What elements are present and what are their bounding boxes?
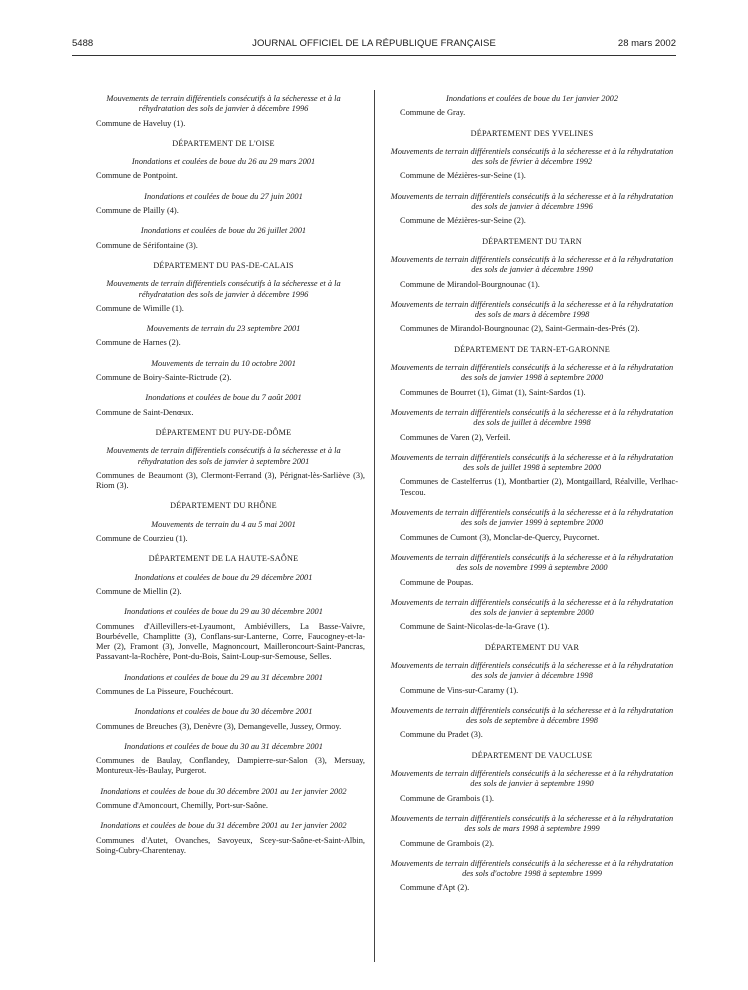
left-column (82, 94, 365, 866)
commune-list: Commune de Poupas. (400, 577, 474, 587)
event-description: Mouvements de terrain différentiels consécutifs à la sécheresse et à la réhydratation des sols de janvier à septembre 2000 (390, 597, 674, 618)
commune-list: Communes de Beaumont (3), Clermont-Ferrand (3), Pérignat-lès-Sarliève (3), Riom (3). (96, 470, 365, 491)
page-header (72, 38, 676, 54)
commune-list: Communes de Varen (2), Verfeil. (400, 432, 511, 442)
event-description: Mouvements de terrain du 23 septembre 2001 (146, 324, 301, 334)
event-description: Mouvements de terrain différentiels consécutifs à la sécheresse et à la réhydratation des sols de janvier à décembre 1996 (390, 191, 674, 212)
event-description: Mouvements de terrain différentiels consécutifs à la sécheresse et à la réhydratation des sols de janvier à décembre 1996 (106, 279, 341, 299)
event-description: Mouvements de terrain différentiels consécutifs à la sécheresse et à la réhydratation des sols de janvier à décembre 1998 (390, 660, 674, 681)
commune-list: Commune d'Apt (2). (400, 883, 470, 893)
event-description: Mouvements de terrain différentiels consécutifs à la sécheresse et à la réhydratation des sols de janvier à septembre 2001 (106, 446, 341, 466)
commune-list: Commune de Sérifontaine (3). (96, 240, 198, 250)
event-description: Mouvements de terrain du 10 octobre 2001 (151, 358, 296, 368)
event-description: Mouvements de terrain différentiels consécutifs à la sécheresse et à la réhydratation des sols de février à décembre 1992 (390, 146, 674, 167)
commune-list: Communes de Breuches (3), Denèvre (3), Demangevelle, Jussey, Ormoy. (96, 721, 342, 731)
event-description: Mouvements de terrain différentiels consécutifs à la sécheresse et à la réhydratation des sols de janvier à décembre 1990 (390, 254, 674, 275)
commune-list: Commune de Saint-Denœux. (96, 407, 194, 417)
event-description: Inondations et coulées de boue du 7 août 2001 (145, 393, 302, 403)
commune-list: Commune de Pontpoint. (96, 171, 178, 181)
event-description: Mouvements de terrain différentiels consécutifs à la sécheresse et à la réhydratation des sols de juillet à décembre 1998 (390, 407, 674, 428)
department-heading: DÉPARTEMENT DE TARN-ET-GARONNE (454, 344, 610, 354)
event-description: Mouvements de terrain différentiels consécutifs à la sécheresse et à la réhydratation des sols de juillet 1998 à septembre 2000 (390, 452, 674, 473)
right-column (386, 94, 678, 904)
commune-list: Commune de Miellin (2). (96, 586, 182, 596)
event-description: Mouvements de terrain différentiels consécutifs à la sécheresse et à la réhydratation des sols de janvier à septembre 1990 (390, 769, 674, 789)
commune-list: Commune de Plailly (4). (96, 206, 179, 216)
commune-list: Communes de Bourret (1), Gimat (1), Saint-Sardos (1). (400, 387, 586, 397)
journal-title: JOURNAL OFFICIEL DE LA RÉPUBLIQUE FRANÇAISE (252, 38, 496, 49)
department-heading: DÉPARTEMENT DU VAR (484, 642, 580, 652)
event-description: Mouvements de terrain différentiels consécutifs à la sécheresse et à la réhydratation des sols d'octobre 1998 à septembre 1999 (390, 858, 674, 879)
commune-list: Commune de Mirandol-Bourgnounac (1). (400, 279, 540, 289)
event-description: Inondations et coulées de boue du 26 juillet 2001 (140, 226, 307, 236)
event-description: Mouvements de terrain différentiels consécutifs à la sécheresse et à la réhydratation des sols de mars à décembre 1998 (390, 299, 674, 320)
commune-list: Communes d'Aillevillers-et-Lyaumont, Ambiévillers, La Basse-Vaivre, Bourbévelle, Champlitte (3), Conflans-sur-Lanterne, Corre, Faucogney-et-la-Mer (2), Framont (3), Jonvelle, Magnoncourt, Mailleroncourt-Saint-Pancras, Passavant-la-Rochère, Pont-du-Bois, Saint-Loup-sur-Semouse, Selles. (96, 621, 365, 662)
event-description: Inondations et coulées de boue du 31 décembre 2001 au 1er janvier 2002 (100, 821, 347, 831)
header-rule (72, 55, 676, 56)
page-number: 5488 (72, 38, 94, 49)
commune-list: Communes d'Autet, Ovanches, Savoyeux, Scey-sur-Saône-et-Saint-Albin, Soing-Cubry-Charentenay. (96, 835, 365, 855)
commune-list: Commune de Gray. (400, 108, 466, 118)
commune-list: Commune de Wimille (1). (96, 303, 184, 313)
department-heading: DÉPARTEMENT DE L'OISE (172, 138, 275, 148)
event-description: Inondations et coulées de boue du 29 au 31 décembre 2001 (124, 672, 323, 682)
commune-list: Communes de La Pisseure, Fouchécourt. (96, 686, 234, 696)
event-description: Mouvements de terrain différentiels consécutifs à la sécheresse et à la réhydratation des sols de janvier 1998 à septembre 2000 (390, 363, 674, 383)
event-description: Inondations et coulées de boue du 27 juin 2001 (144, 191, 303, 201)
commune-list: Communes de Mirandol-Bourgnounac (2), Saint-Germain-des-Prés (2). (400, 324, 640, 334)
event-description: Inondations et coulées de boue du 29 au 30 décembre 2001 (124, 607, 323, 617)
department-heading: DÉPARTEMENT DES YVELINES (470, 128, 594, 138)
event-description: Inondations et coulées de boue du 26 au 29 mars 2001 (131, 157, 316, 167)
commune-list: Commune de Grambois (2). (400, 838, 494, 848)
department-heading: DÉPARTEMENT DU RHÔNE (170, 501, 277, 511)
commune-list: Commune de Vins-sur-Caramy (1). (400, 685, 519, 695)
commune-list: Commune de Grambois (1). (400, 793, 494, 803)
commune-list: Communes de Cumont (3), Monclar-de-Quercy, Puycornet. (400, 532, 600, 542)
event-description: Mouvements de terrain du 4 au 5 mai 2001 (151, 519, 296, 529)
event-description: Inondations et coulées de boue du 30 décembre 2001 (134, 707, 313, 717)
commune-list: Commune de Saint-Nicolas-de-la-Grave (1). (400, 622, 550, 632)
event-description: Mouvements de terrain différentiels consécutifs à la sécheresse et à la réhydratation des sols de mars 1998 à septembre 1999 (390, 813, 674, 834)
department-heading: DÉPARTEMENT DE VAUCLUSE (471, 750, 593, 760)
commune-list: Commune de Harnes (2). (96, 338, 181, 348)
department-heading: DÉPARTEMENT DE LA HAUTE-SAÔNE (148, 554, 299, 564)
commune-list: Commune de Mézières-sur-Seine (1). (400, 171, 526, 181)
column-divider (374, 90, 375, 962)
commune-list: Commune du Pradet (3). (400, 730, 483, 740)
event-description: Inondations et coulées de boue du 30 décembre 2001 au 1er janvier 2002 (100, 786, 347, 796)
event-description: Inondations et coulées de boue du 30 au 31 décembre 2001 (124, 741, 323, 751)
event-description: Mouvements de terrain différentiels consécutifs à la sécheresse et à la réhydratation des sols de janvier à décembre 1996 (106, 94, 341, 114)
commune-list: Communes de Castelferrus (1), Montbartier (2), Montgaillard, Réalville, Verlhac-Tescou. (400, 477, 678, 497)
commune-list: Commune d'Amoncourt, Chemilly, Port-sur-Saône. (96, 801, 269, 811)
event-description: Mouvements de terrain différentiels consécutifs à la sécheresse et à la réhydratation des sols de novembre 1999 à septembre 2000 (390, 552, 674, 573)
department-heading: DÉPARTEMENT DU PUY-DE-DÔME (155, 427, 292, 437)
commune-list: Commune de Courzieu (1). (96, 534, 188, 544)
event-description: Mouvements de terrain différentiels consécutifs à la sécheresse et à la réhydratation des sols de janvier 1999 à septembre 2000 (390, 508, 674, 528)
commune-list: Communes de Baulay, Conflandey, Dampierre-sur-Salon (3), Mersuay, Montureux-lès-Baulay, Purgerot. (96, 756, 365, 776)
event-description: Inondations et coulées de boue du 29 décembre 2001 (134, 572, 313, 582)
commune-list: Commune de Haveluy (1). (96, 118, 186, 128)
event-description: Mouvements de terrain différentiels consécutifs à la sécheresse et à la réhydratation des sols de septembre à décembre 1998 (390, 705, 674, 726)
commune-list: Commune de Mézières-sur-Seine (2). (400, 216, 526, 226)
commune-list: Commune de Boiry-Sainte-Rictrude (2). (96, 373, 232, 383)
department-heading: DÉPARTEMENT DU TARN (482, 236, 582, 246)
publication-date: 28 mars 2002 (617, 38, 676, 49)
department-heading: DÉPARTEMENT DU PAS-DE-CALAIS (153, 260, 294, 270)
event-description: Inondations et coulées de boue du 1er janvier 2002 (445, 94, 619, 103)
